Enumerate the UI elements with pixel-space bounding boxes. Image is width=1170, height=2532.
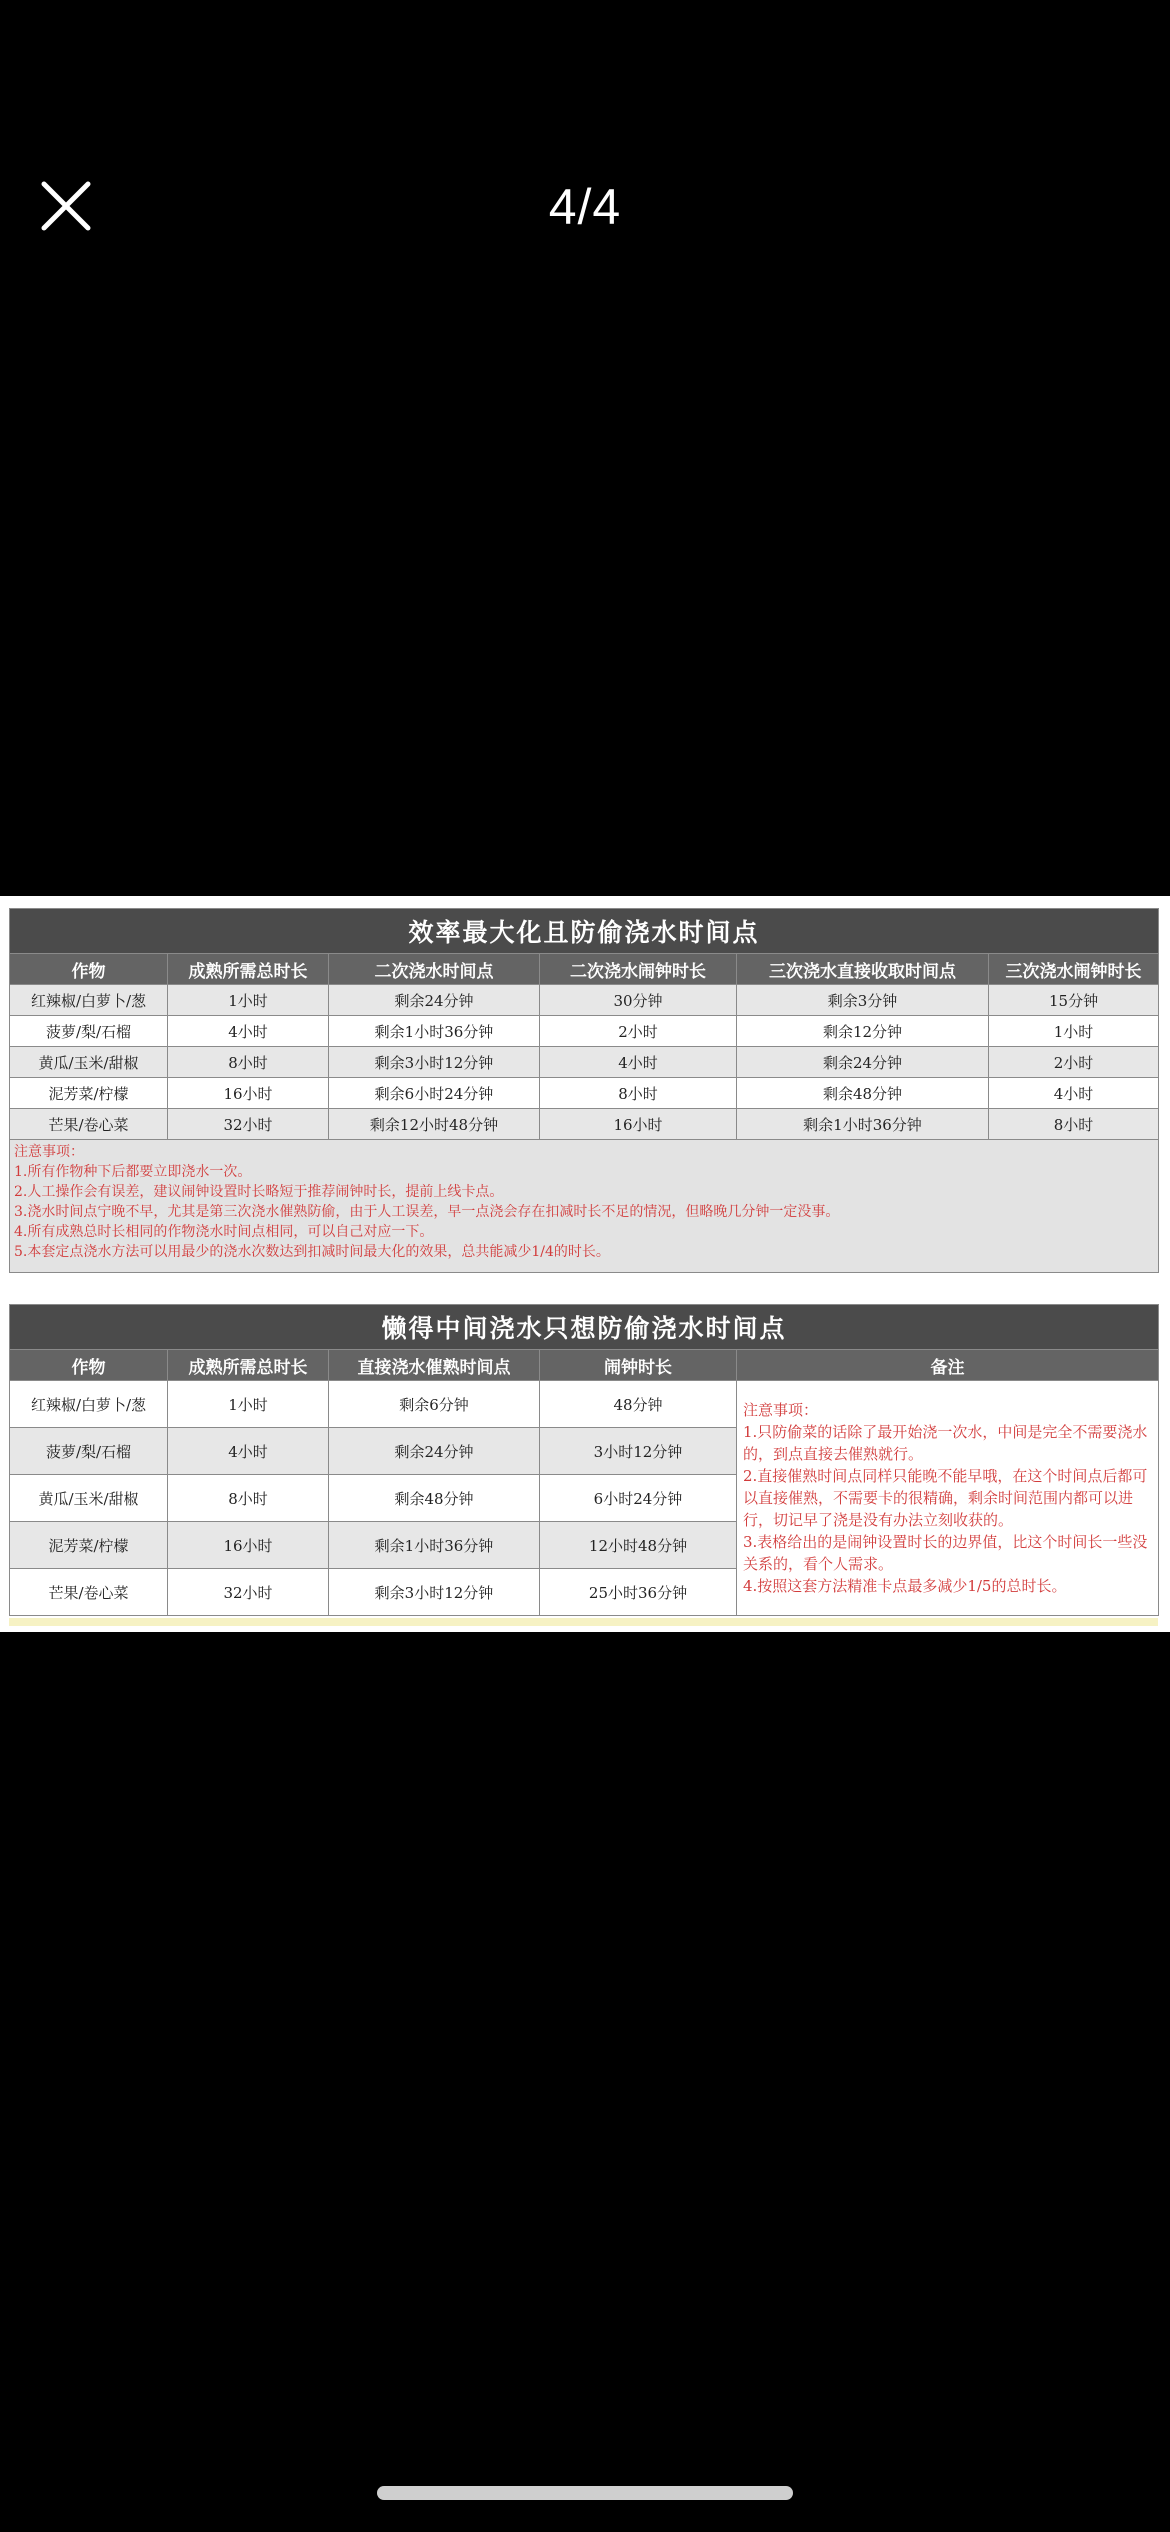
column-header: 三次浇水闹钟时长 bbox=[989, 954, 1159, 985]
note-item: 4.所有成熟总时长相同的作物浇水时间点相同，可以自己对应一下。 bbox=[14, 1224, 434, 1240]
column-header: 成熟所需总时长 bbox=[168, 1350, 329, 1381]
table-cell: 1小时 bbox=[989, 1016, 1159, 1047]
table-cell: 红辣椒/白萝卜/葱 bbox=[10, 985, 168, 1016]
table-cell: 剩余1小时36分钟 bbox=[737, 1109, 989, 1140]
column-header: 闹钟时长 bbox=[540, 1350, 737, 1381]
table-cell: 菠萝/梨/石榴 bbox=[10, 1428, 168, 1475]
remarks-heading: 注意事项： bbox=[743, 1401, 819, 1419]
table-cell: 剩余3小时12分钟 bbox=[329, 1569, 540, 1616]
table-cell: 1小时 bbox=[168, 985, 329, 1016]
table-cell: 32小时 bbox=[168, 1569, 329, 1616]
table-cell: 4小时 bbox=[168, 1016, 329, 1047]
note-item: 3.浇水时间点宁晚不早，尤其是第三次浇水催熟防偷，由于人工误差，早一点浇会存在扣减时长不足的情况，但略晚几分钟一定没事。 bbox=[14, 1204, 840, 1220]
notes-section bbox=[10, 1140, 1159, 1273]
table-cell: 芒果/卷心菜 bbox=[10, 1569, 168, 1616]
efficiency-table bbox=[9, 908, 1159, 1273]
spreadsheet-image[interactable] bbox=[0, 896, 1170, 1632]
column-header: 二次浇水闹钟时长 bbox=[540, 954, 737, 985]
table-row bbox=[10, 1381, 1159, 1428]
table-cell: 剩余1小时36分钟 bbox=[329, 1522, 540, 1569]
table-row bbox=[10, 1078, 1159, 1109]
table-cell: 剩余24分钟 bbox=[329, 1428, 540, 1475]
remarks-cell bbox=[737, 1381, 1159, 1616]
table-cell: 3小时12分钟 bbox=[540, 1428, 737, 1475]
table-header bbox=[10, 1350, 1159, 1381]
page-counter: 4/4 bbox=[548, 179, 622, 235]
table-cell: 12小时48分钟 bbox=[540, 1522, 737, 1569]
table-cell: 2小时 bbox=[540, 1016, 737, 1047]
column-header: 作物 bbox=[10, 1350, 168, 1381]
sheet-selection-strip bbox=[9, 1618, 1158, 1626]
table-cell: 8小时 bbox=[540, 1078, 737, 1109]
table-row bbox=[10, 1016, 1159, 1047]
table-cell: 8小时 bbox=[989, 1109, 1159, 1140]
viewer-top-bar bbox=[0, 0, 1170, 260]
table-cell: 32小时 bbox=[168, 1109, 329, 1140]
table-cell: 菠萝/梨/石榴 bbox=[10, 1016, 168, 1047]
table-cell: 剩余24分钟 bbox=[737, 1047, 989, 1078]
column-header: 成熟所需总时长 bbox=[168, 954, 329, 985]
table-cell: 黄瓜/玉米/甜椒 bbox=[10, 1475, 168, 1522]
table-cell: 4小时 bbox=[168, 1428, 329, 1475]
table-cell: 黄瓜/玉米/甜椒 bbox=[10, 1047, 168, 1078]
table-cell: 泥芳菜/柠檬 bbox=[10, 1078, 168, 1109]
table-row bbox=[10, 985, 1159, 1016]
column-header: 作物 bbox=[10, 954, 168, 985]
table-cell: 25小时36分钟 bbox=[540, 1569, 737, 1616]
remark-item: 4.按照这套方法精准卡点最多减少1/5的总时长。 bbox=[743, 1577, 1067, 1595]
home-indicator[interactable] bbox=[377, 2486, 793, 2500]
table-row bbox=[10, 1109, 1159, 1140]
table-cell: 2小时 bbox=[989, 1047, 1159, 1078]
table-cell: 4小时 bbox=[540, 1047, 737, 1078]
table-cell: 16小时 bbox=[168, 1078, 329, 1109]
table-row bbox=[10, 1047, 1159, 1078]
note-item: 2.人工操作会有误差，建议闹钟设置时长略短于推荐闹钟时长，提前上线卡点。 bbox=[14, 1184, 504, 1200]
note-item: 1.所有作物种下后都要立即浇水一次。 bbox=[14, 1164, 252, 1180]
table-cell: 8小时 bbox=[168, 1475, 329, 1522]
column-header: 直接浇水催熟时间点 bbox=[329, 1350, 540, 1381]
table-cell: 芒果/卷心菜 bbox=[10, 1109, 168, 1140]
table-cell: 剩余3分钟 bbox=[737, 985, 989, 1016]
table-cell: 15分钟 bbox=[989, 985, 1159, 1016]
column-header: 备注 bbox=[737, 1350, 1159, 1381]
remark-item: 3.表格给出的是闹钟设置时长的边界值，比这个时间长一些没关系的，看个人需求。 bbox=[743, 1533, 1148, 1573]
remark-item: 2.直接催熟时间点同样只能晚不能早哦，在这个时间点后都可以直接催熟，不需要卡的很精确，剩余时间范围内都可以进行，切记早了浇是没有办法立刻收获的。 bbox=[743, 1467, 1148, 1529]
lazy-watering-table bbox=[9, 1304, 1159, 1616]
note-item: 5.本套定点浇水方法可以用最少的浇水次数达到扣减时间最大化的效果，总共能减少1/4的时长。 bbox=[14, 1244, 610, 1260]
table-cell: 16小时 bbox=[168, 1522, 329, 1569]
column-header: 三次浇水直接收取时间点 bbox=[737, 954, 989, 985]
table-cell: 剩余3小时12分钟 bbox=[329, 1047, 540, 1078]
table-cell: 剩余24分钟 bbox=[329, 985, 540, 1016]
table-cell: 8小时 bbox=[168, 1047, 329, 1078]
table-cell: 剩余6小时24分钟 bbox=[329, 1078, 540, 1109]
table-cell: 4小时 bbox=[989, 1078, 1159, 1109]
table-header bbox=[10, 954, 1159, 985]
table-title: 效率最大化且防偷浇水时间点 bbox=[10, 909, 1159, 954]
notes-heading: 注意事项： bbox=[14, 1144, 84, 1160]
table-cell: 16小时 bbox=[540, 1109, 737, 1140]
table-cell: 1小时 bbox=[168, 1381, 329, 1428]
table-cell: 红辣椒/白萝卜/葱 bbox=[10, 1381, 168, 1428]
table-cell: 30分钟 bbox=[540, 985, 737, 1016]
remark-item: 1.只防偷菜的话除了最开始浇一次水，中间是完全不需要浇水的，到点直接去催熟就行。 bbox=[743, 1423, 1148, 1463]
table-cell: 剩余48分钟 bbox=[737, 1078, 989, 1109]
table-cell: 泥芳菜/柠檬 bbox=[10, 1522, 168, 1569]
table-cell: 剩余6分钟 bbox=[329, 1381, 540, 1428]
table-cell: 剩余1小时36分钟 bbox=[329, 1016, 540, 1047]
table-title: 懒得中间浇水只想防偷浇水时间点 bbox=[10, 1305, 1159, 1350]
table-cell: 剩余48分钟 bbox=[329, 1475, 540, 1522]
table-cell: 48分钟 bbox=[540, 1381, 737, 1428]
column-header: 二次浇水时间点 bbox=[329, 954, 540, 985]
table-cell: 剩余12小时48分钟 bbox=[329, 1109, 540, 1140]
table-cell: 剩余12分钟 bbox=[737, 1016, 989, 1047]
table-cell: 6小时24分钟 bbox=[540, 1475, 737, 1522]
